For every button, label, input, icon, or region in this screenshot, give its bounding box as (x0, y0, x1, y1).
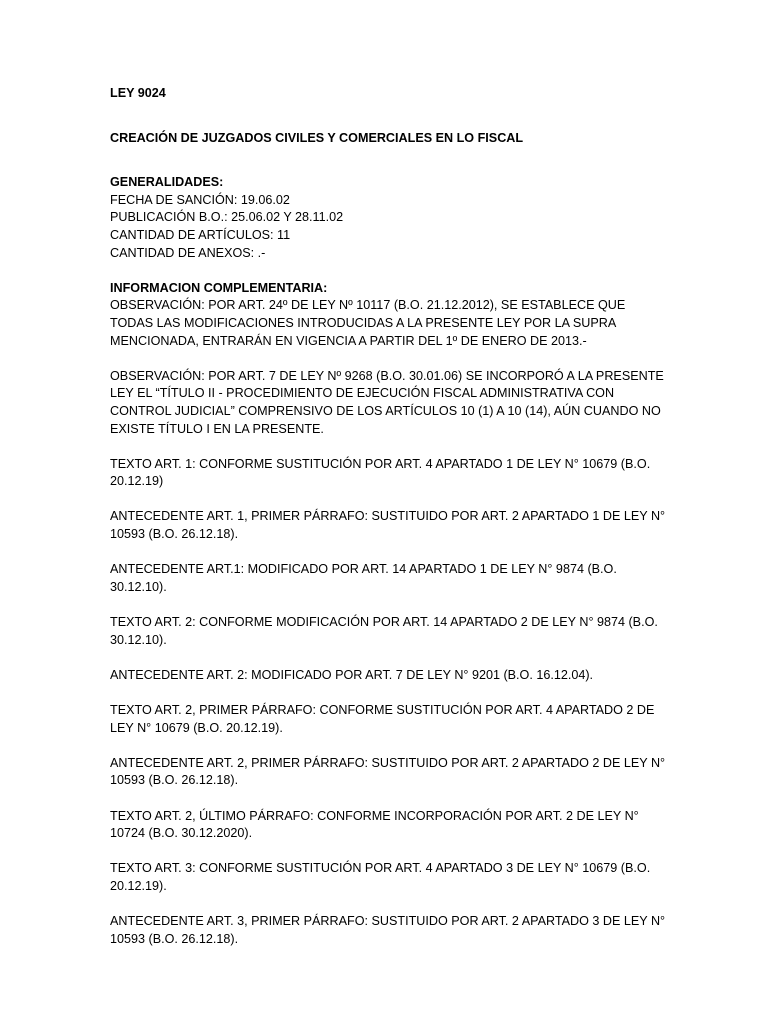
note-paragraph: ANTECEDENTE ART. 2: MODIFICADO POR ART. 7 DE LEY N° 9201 (B.O. 16.12.04). (110, 667, 594, 682)
complementaria-section (110, 280, 670, 949)
note-paragraph: ANTECEDENTE ART. 2, PRIMER PÁRRAFO: SUSTITUIDO POR ART. 2 APARTADO 2 DE LEY N° 10593 (B.O. 26.12.18). (110, 755, 666, 788)
publicacion-date: PUBLICACIÓN B.O.: 25.06.02 Y 28.11.02 (110, 210, 344, 225)
note-paragraph: ANTECEDENTE ART.1: MODIFICADO POR ART. 14 APARTADO 1 DE LEY N° 9874 (B.O. 30.12.10). (110, 562, 617, 594)
document-page (110, 85, 670, 966)
anexos-count: CANTIDAD DE ANEXOS: .- (110, 245, 266, 260)
note-paragraph: ANTECEDENTE ART. 1, PRIMER PÁRRAFO: SUSTITUIDO POR ART. 2 APARTADO 1 DE LEY N° 10593 (B.O. 26.12.18). (110, 509, 666, 542)
note-paragraph: TEXTO ART. 2, PRIMER PÁRRAFO: CONFORME SUSTITUCIÓN POR ART. 4 APARTADO 2 DE LEY N° 10679 (B.O. 20.12.19). (110, 703, 655, 735)
note-paragraph: TEXTO ART. 1: CONFORME SUSTITUCIÓN POR ART. 4 APARTADO 1 DE LEY N° 10679 (B.O. 20.12.19) (110, 456, 651, 489)
complementaria-heading: INFORMACION COMPLEMENTARIA: (110, 280, 328, 295)
articulos-count: CANTIDAD DE ARTÍCULOS: 11 (110, 227, 291, 242)
note-paragraph: OBSERVACIÓN: POR ART. 7 DE LEY Nº 9268 (B.O. 30.01.06) SE INCORPORÓ A LA PRESENTE LEY EL “TÍTULO II - PROCEDIMIENTO DE EJECUCIÓN FISCAL ADMINISTRATIVA CON CONTROL JUDICIAL” COMPRENSIVO DE LOS ARTÍCULOS 10 (1) A 10 (14), AÚN CUANDO NO EXISTE TÍTULO I EN LA PRESENTE. (110, 368, 664, 436)
law-title: LEY 9024 (110, 86, 166, 100)
note-paragraph: OBSERVACIÓN: POR ART. 24º DE LEY Nº 10117 (B.O. 21.12.2012), SE ESTABLECE QUE TODAS LAS MODIFICACIONES INTRODUCIDAS A LA PRESENTE LEY POR LA SUPRA MENCIONADA, ENTRARÁN EN VIGENCIA A PARTIR DEL 1º DE ENERO DE 2013.- (110, 298, 626, 348)
note-paragraph: TEXTO ART. 3: CONFORME SUSTITUCIÓN POR ART. 4 APARTADO 3 DE LEY N° 10679 (B.O. 20.12.19). (110, 861, 651, 893)
law-subtitle: CREACIÓN DE JUZGADOS CIVILES Y COMERCIALES EN LO FISCAL (110, 130, 524, 145)
generalidades-heading: GENERALIDADES: (110, 175, 224, 190)
sancion-date: FECHA DE SANCIÓN: 19.06.02 (110, 192, 290, 207)
note-paragraph: ANTECEDENTE ART. 3, PRIMER PÁRRAFO: SUSTITUIDO POR ART. 2 APARTADO 3 DE LEY N° 10593 (B.O. 26.12.18). (110, 914, 666, 946)
note-paragraph: TEXTO ART. 2: CONFORME MODIFICACIÓN POR ART. 14 APARTADO 2 DE LEY N° 9874 (B.O. 30.12.10). (110, 615, 658, 647)
note-paragraph: TEXTO ART. 2, ÚLTIMO PÁRRAFO: CONFORME INCORPORACIÓN POR ART. 2 DE LEY N° 10724 (B.O. 30.12.2020). (110, 808, 639, 841)
generalidades-section (110, 174, 670, 262)
